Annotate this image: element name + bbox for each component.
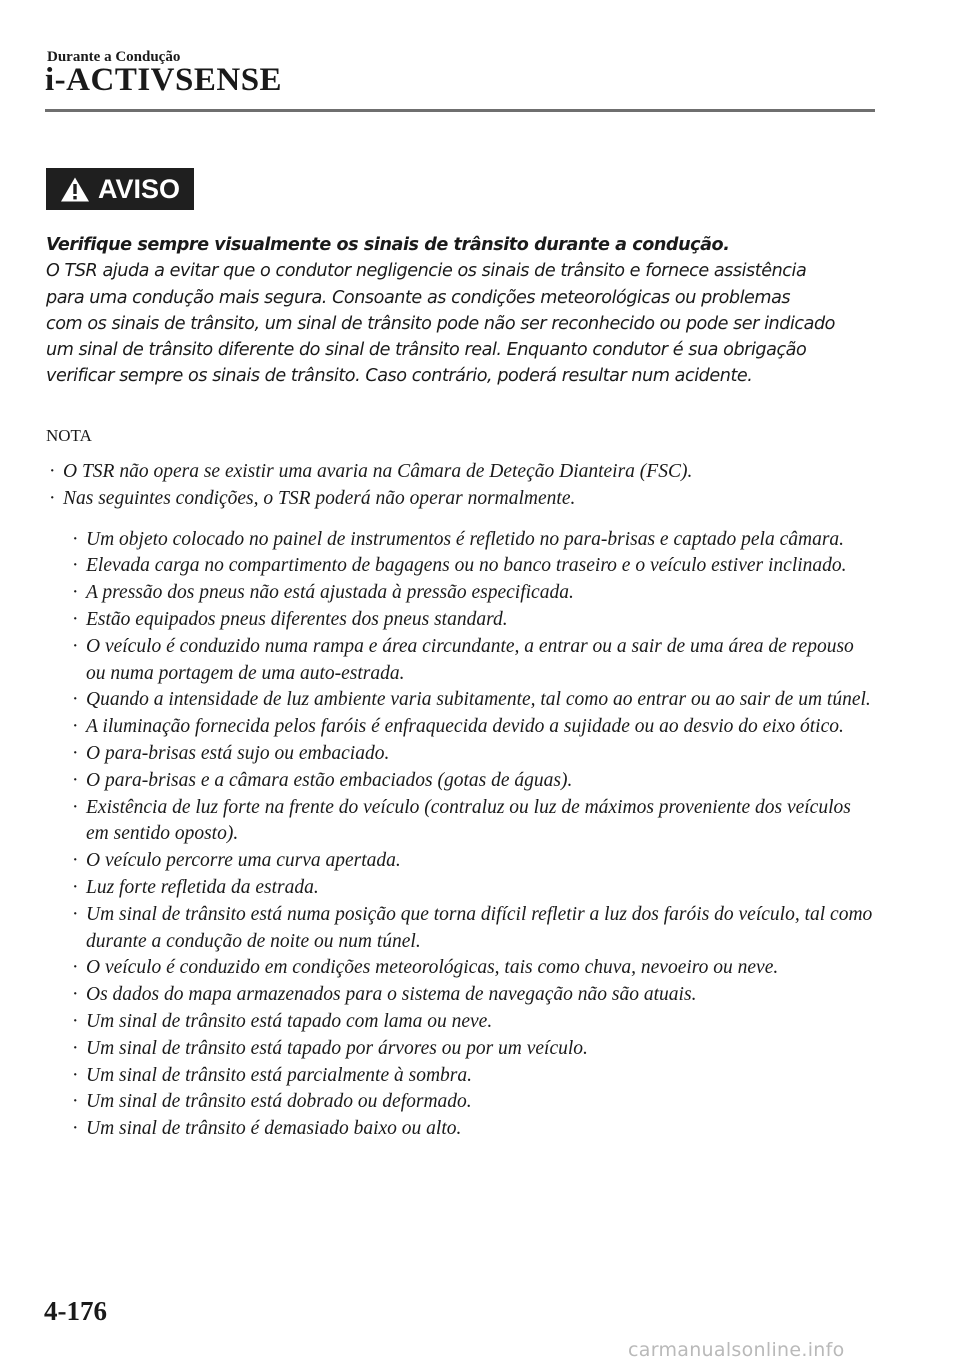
bullet-dot: · (72, 1091, 79, 1113)
bullet-dot: · (72, 796, 79, 818)
warning-heading: Verifique sempre visualmente os sinais de trânsito durante a condução. (46, 235, 730, 255)
list-item-text: O TSR não opera se existir uma avaria na Câmara de Deteção Dianteira (FSC). (63, 461, 693, 482)
warning-label: AVISO (97, 173, 180, 204)
sub-list-item-text: O veículo é conduzido numa rampa e área circundante, a entrar ou a sair de uma área de repouso ou numa portagem de uma auto-estrada. (86, 635, 854, 684)
sub-list-item (0, 768, 876, 795)
sub-list-item-text: Luz forte refletida da estrada. (86, 876, 319, 898)
warning-line: verificar sempre os sinais de trânsito. Caso contrário, poderá resultar num acidente. (46, 366, 753, 387)
sub-list-item-text: A pressão dos pneus não está ajustada à pressão especificada. (86, 582, 574, 604)
bullet-dot: · (72, 608, 79, 630)
sub-list-item-text: Os dados do mapa armazenados para o sistema de navegação não são atuais. (86, 984, 697, 1006)
bullet-dot: · (49, 461, 56, 482)
bullet-dot: · (72, 635, 79, 657)
sub-list-item-text: Um sinal de trânsito é demasiado baixo ou alto. (86, 1118, 462, 1140)
warning-text (46, 232, 876, 390)
sub-list-item-text: Quando a intensidade de luz ambiente varia subitamente, tal como ao entrar ou ao sair de um túnel. (86, 689, 871, 711)
sub-list-item-text: Um sinal de trânsito está tapado com lama ou neve. (86, 1010, 493, 1032)
sub-list-item-text: O para-brisas e a câmara estão embaciados (gotas de águas). (86, 769, 573, 791)
bullet-dot: · (72, 742, 79, 764)
section-title: Durante a Condução (47, 49, 181, 65)
list-item (0, 459, 863, 486)
bullet-dot: · (49, 487, 56, 509)
bullet-dot: · (72, 1037, 79, 1059)
sub-list-item-text: Um sinal de trânsito está dobrado ou deformado. (86, 1091, 472, 1113)
bullet-dot: · (72, 689, 79, 711)
sub-list-item-text: Um sinal de trânsito está parcialmente à sombra. (86, 1064, 473, 1086)
sub-list-item-text: A iluminação fornecida pelos faróis é enfraquecida devido a sujidade ou ao desvio do eixo ótico. (86, 716, 844, 738)
bullet-dot: · (72, 903, 79, 925)
bullet-dot: · (72, 716, 79, 738)
bullet-dot: · (72, 769, 79, 791)
warning-line: um sinal de trânsito diferente do sinal de trânsito real. Enquanto condutor é sua obrigação (46, 340, 807, 361)
sub-list-item (0, 1116, 876, 1143)
warning-line: com os sinais de trânsito, um sinal de trânsito pode não ser reconhecido ou pode ser indicado (46, 313, 835, 334)
bullet-dot: · (72, 1118, 79, 1140)
sub-list-item-text: Existência de luz forte na frente do veículo (contraluz ou luz de máximos proveniente dos veículos em sentido oposto). (86, 796, 851, 845)
sub-list-item (0, 741, 876, 768)
sub-list-item-text: Estão equipados pneus diferentes dos pneus standard. (86, 608, 508, 630)
sub-list-item-text: O veículo é conduzido em condições meteorológicas, tais como chuva, nevoeiro ou neve. (86, 957, 779, 979)
list-item-text: Nas seguintes condições, o TSR poderá não operar normalmente. (63, 487, 576, 509)
sub-list-item (0, 795, 876, 849)
sub-list-item-text: Um sinal de trânsito está numa posição que torna difícil refletir a luz dos faróis do veículo, tal como durante a condução de noite ou num túnel. (86, 903, 873, 952)
sub-list-item (0, 982, 876, 1009)
sub-list-item (0, 902, 876, 956)
header-divider (45, 109, 875, 112)
warning-triangle-icon (60, 176, 90, 203)
note-list (0, 459, 960, 1143)
sub-list-item (0, 634, 876, 688)
chapter-title: i-ACTIVSENSE (45, 62, 283, 98)
sub-list-item (0, 1089, 876, 1116)
sub-list-item-text: Um sinal de trânsito está tapado por árvores ou por um veículo. (86, 1037, 588, 1059)
sub-list-item (0, 1036, 876, 1063)
sub-list-item (0, 714, 876, 741)
list-item (0, 486, 863, 513)
bullet-dot: · (72, 1064, 79, 1086)
sub-list-item (0, 553, 876, 580)
bullet-dot: · (72, 528, 79, 550)
bullet-dot: · (72, 984, 79, 1006)
sub-list-item-text: Um objeto colocado no painel de instrumentos é refletido no para-brisas e captado pela câmara. (86, 528, 845, 550)
bullet-dot: · (72, 1010, 79, 1032)
watermark: carmanualsonline.info (628, 1339, 845, 1361)
sub-list-item (0, 875, 876, 902)
sub-list-item-text: O para-brisas está sujo ou embaciado. (86, 742, 390, 764)
sub-list-item (0, 687, 876, 714)
sub-list-item-text: Elevada carga no compartimento de bagagens ou no banco traseiro e o veículo estiver inclinado. (86, 555, 847, 577)
warning-line: para uma condução mais segura. Consoante as condições meteorológicas ou problemas (46, 287, 791, 308)
warning-badge (46, 168, 194, 210)
bullet-dot: · (72, 850, 79, 872)
sub-list-item (0, 607, 876, 634)
sub-list-item (0, 527, 876, 554)
bullet-dot: · (72, 555, 79, 577)
sub-list-item (0, 955, 876, 982)
warning-line: O TSR ajuda a evitar que o condutor negligencie os sinais de trânsito e fornece assistência (46, 261, 807, 282)
sub-list-item (0, 580, 876, 607)
page-number: 4-176 (44, 1296, 107, 1326)
bullet-dot: · (72, 957, 79, 979)
sub-list-item (0, 848, 876, 875)
bullet-dot: · (72, 876, 79, 898)
note-title: NOTA (46, 426, 92, 445)
bullet-dot: · (72, 582, 79, 604)
sub-list-item (0, 1063, 876, 1090)
sub-list-item (0, 1009, 876, 1036)
sub-list-item-text: O veículo percorre uma curva apertada. (86, 850, 401, 872)
